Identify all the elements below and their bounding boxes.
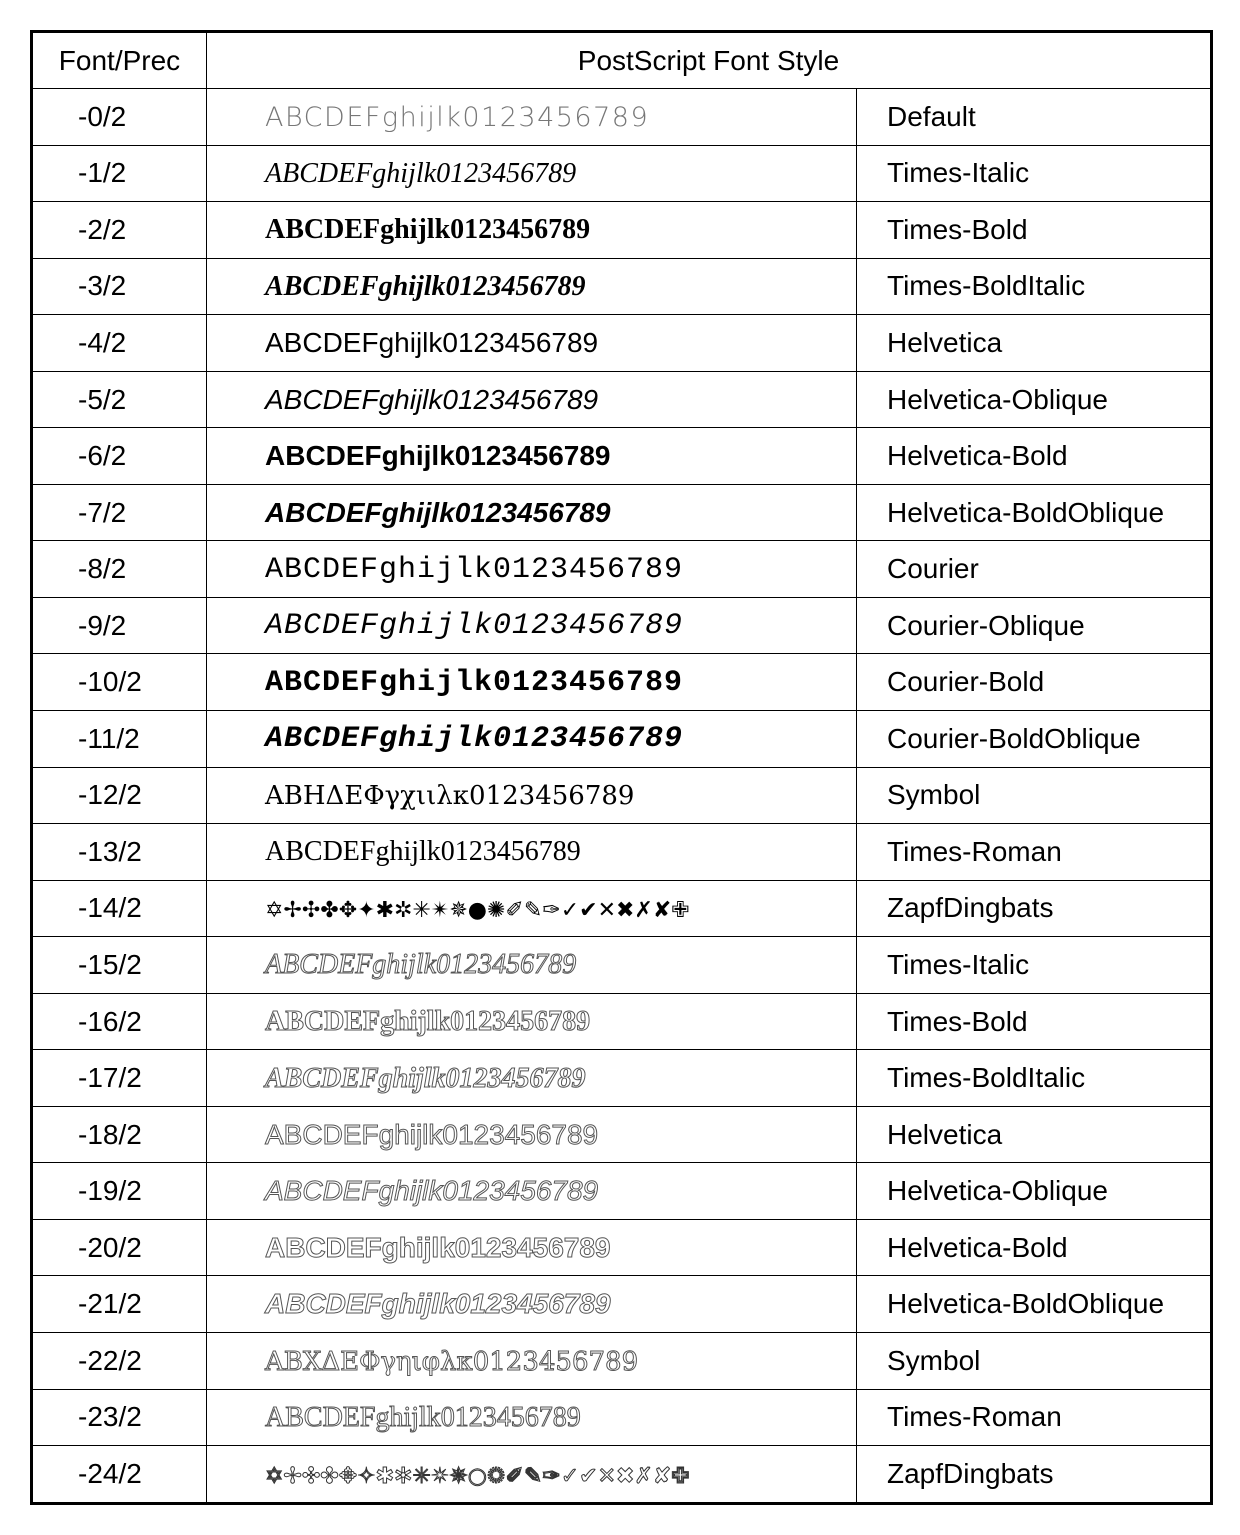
font-style-name: Times-Bold — [857, 202, 1212, 259]
font-prec-cell: -21/2 — [32, 1276, 207, 1333]
font-style-name: Times-Roman — [857, 824, 1212, 881]
font-style-name: Helvetica-BoldOblique — [857, 484, 1212, 541]
font-sample-outline: ABCDEFghijlk0123456789 — [265, 1288, 611, 1320]
table-row — [32, 1389, 1212, 1446]
font-prec-cell: -13/2 — [32, 824, 207, 881]
dingbat-sample: ✡✢✣✤✥✦✱✲✳✴✵●✺✐✎✑✓✔✕✖✗✘✙ — [265, 898, 690, 924]
font-prec-cell: -7/2 — [32, 484, 207, 541]
font-prec-cell: -10/2 — [32, 654, 207, 711]
font-prec-cell: -19/2 — [32, 1163, 207, 1220]
font-prec-cell: -3/2 — [32, 258, 207, 315]
font-prec-cell: -11/2 — [32, 711, 207, 768]
table-header-row — [32, 32, 1212, 89]
header-font-prec: Font/Prec — [32, 32, 207, 89]
table-row — [32, 824, 1212, 881]
table-row — [32, 202, 1212, 259]
table-row — [32, 371, 1212, 428]
dingbat-sample-outline: ✡✢✣✤✥✧✱✲✳✴✵○✺✐✎✑✓✔✕✖✗✘✙ — [265, 1464, 690, 1490]
font-sample-outline: ABCDEFghijlk0123456789 — [265, 1401, 581, 1433]
font-sample-outline: ΑΒΧΔΕΦγηιφλκ0123456789 — [265, 1346, 639, 1377]
font-style-name: Default — [857, 89, 1212, 146]
table-row — [32, 484, 1212, 541]
font-prec-cell: -23/2 — [32, 1389, 207, 1446]
font-style-table — [30, 30, 1213, 1505]
font-sample: ABCDEFghijlk0123456789 — [265, 383, 599, 415]
font-prec-cell: -15/2 — [32, 937, 207, 994]
table-row — [32, 937, 1212, 994]
font-prec-cell: -16/2 — [32, 993, 207, 1050]
font-prec-cell: -20/2 — [32, 1219, 207, 1276]
table-row — [32, 711, 1212, 768]
font-style-name: Times-Italic — [857, 145, 1212, 202]
table-row — [32, 1276, 1212, 1333]
font-sample: ABCDEFghijlk0123456789 — [265, 836, 581, 868]
font-style-name: ZapfDingbats — [857, 1446, 1212, 1504]
font-style-name: Times-BoldItalic — [857, 1050, 1212, 1107]
font-sample: ABCDEFghijlk0123456789 — [265, 157, 577, 189]
table-row — [32, 428, 1212, 485]
font-style-name: Helvetica-Oblique — [857, 371, 1212, 428]
font-prec-cell: -5/2 — [32, 371, 207, 428]
font-sample: ABCDEFghijlk0123456789 — [265, 609, 684, 644]
font-prec-cell: -18/2 — [32, 1106, 207, 1163]
table-row — [32, 880, 1212, 937]
font-style-name: Courier-BoldOblique — [857, 711, 1212, 768]
font-style-name: Helvetica-Bold — [857, 1219, 1212, 1276]
table-row — [32, 258, 1212, 315]
font-style-name: Helvetica-Oblique — [857, 1163, 1212, 1220]
font-style-name: Courier-Oblique — [857, 597, 1212, 654]
font-style-name: Helvetica — [857, 315, 1212, 372]
font-style-name: Courier-Bold — [857, 654, 1212, 711]
font-sample-outline: ABCDEFghijlk0123456789 — [265, 1231, 611, 1263]
font-prec-cell: -22/2 — [32, 1333, 207, 1390]
font-style-name: Helvetica-Bold — [857, 428, 1212, 485]
font-prec-cell: -0/2 — [32, 89, 207, 146]
font-prec-cell: -6/2 — [32, 428, 207, 485]
table-row — [32, 1050, 1212, 1107]
font-style-name: ZapfDingbats — [857, 880, 1212, 937]
table-row — [32, 654, 1212, 711]
table-row — [32, 1106, 1212, 1163]
font-style-name: Symbol — [857, 767, 1212, 824]
font-style-name: Times-Bold — [857, 993, 1212, 1050]
font-sample-outline: ABCDEFghijlk0123456789 — [265, 949, 577, 981]
font-style-name: Symbol — [857, 1333, 1212, 1390]
font-sample: ABCDEFghijlk0123456789 — [265, 552, 684, 587]
table-row — [32, 1333, 1212, 1390]
table-row — [32, 315, 1212, 372]
table-row — [32, 89, 1212, 146]
font-prec-cell: -2/2 — [32, 202, 207, 259]
font-sample: ABCDEFghijlk0123456789 — [265, 101, 650, 133]
font-sample-outline: ABCDEFghijlk0123456789 — [265, 1118, 599, 1150]
font-sample: ABCDEFghijlk0123456789 — [265, 665, 684, 700]
font-style-name: Courier — [857, 541, 1212, 598]
font-prec-cell: -9/2 — [32, 597, 207, 654]
table-row — [32, 145, 1212, 202]
font-prec-cell: -17/2 — [32, 1050, 207, 1107]
font-sample: ABCDEFghijlk0123456789 — [265, 496, 611, 528]
table-row — [32, 1219, 1212, 1276]
table-row — [32, 1163, 1212, 1220]
font-sample-outline: ABCDEFghijlk0123456789 — [265, 1006, 591, 1038]
font-style-name: Times-Italic — [857, 937, 1212, 994]
table-row — [32, 541, 1212, 598]
font-style-name: Times-Roman — [857, 1389, 1212, 1446]
font-sample: ΑΒΗΔΕΦγχιιλκ0123456789 — [265, 781, 635, 812]
font-style-name: Times-BoldItalic — [857, 258, 1212, 315]
font-sample: ABCDEFghijlk0123456789 — [265, 214, 591, 246]
table-row — [32, 993, 1212, 1050]
font-sample: ABCDEFghijlk0123456789 — [265, 326, 599, 358]
font-prec-cell: -1/2 — [32, 145, 207, 202]
font-sample: ABCDEFghijlk0123456789 — [265, 722, 684, 757]
font-prec-cell: -8/2 — [32, 541, 207, 598]
table-row — [32, 1446, 1212, 1504]
font-style-name: Helvetica — [857, 1106, 1212, 1163]
font-prec-cell: -12/2 — [32, 767, 207, 824]
font-sample-outline: ABCDEFghijlk0123456789 — [265, 1175, 599, 1207]
font-prec-cell: -4/2 — [32, 315, 207, 372]
font-prec-cell: -24/2 — [32, 1446, 207, 1504]
font-sample: ABCDEFghijlk0123456789 — [265, 440, 611, 472]
table-row — [32, 767, 1212, 824]
font-sample: ABCDEFghijlk0123456789 — [265, 270, 586, 302]
header-postscript-font-style: PostScript Font Style — [207, 32, 1212, 89]
font-style-name: Helvetica-BoldOblique — [857, 1276, 1212, 1333]
font-prec-cell: -14/2 — [32, 880, 207, 937]
font-sample-outline: ABCDEFghijlk0123456789 — [265, 1062, 586, 1094]
table-row — [32, 597, 1212, 654]
